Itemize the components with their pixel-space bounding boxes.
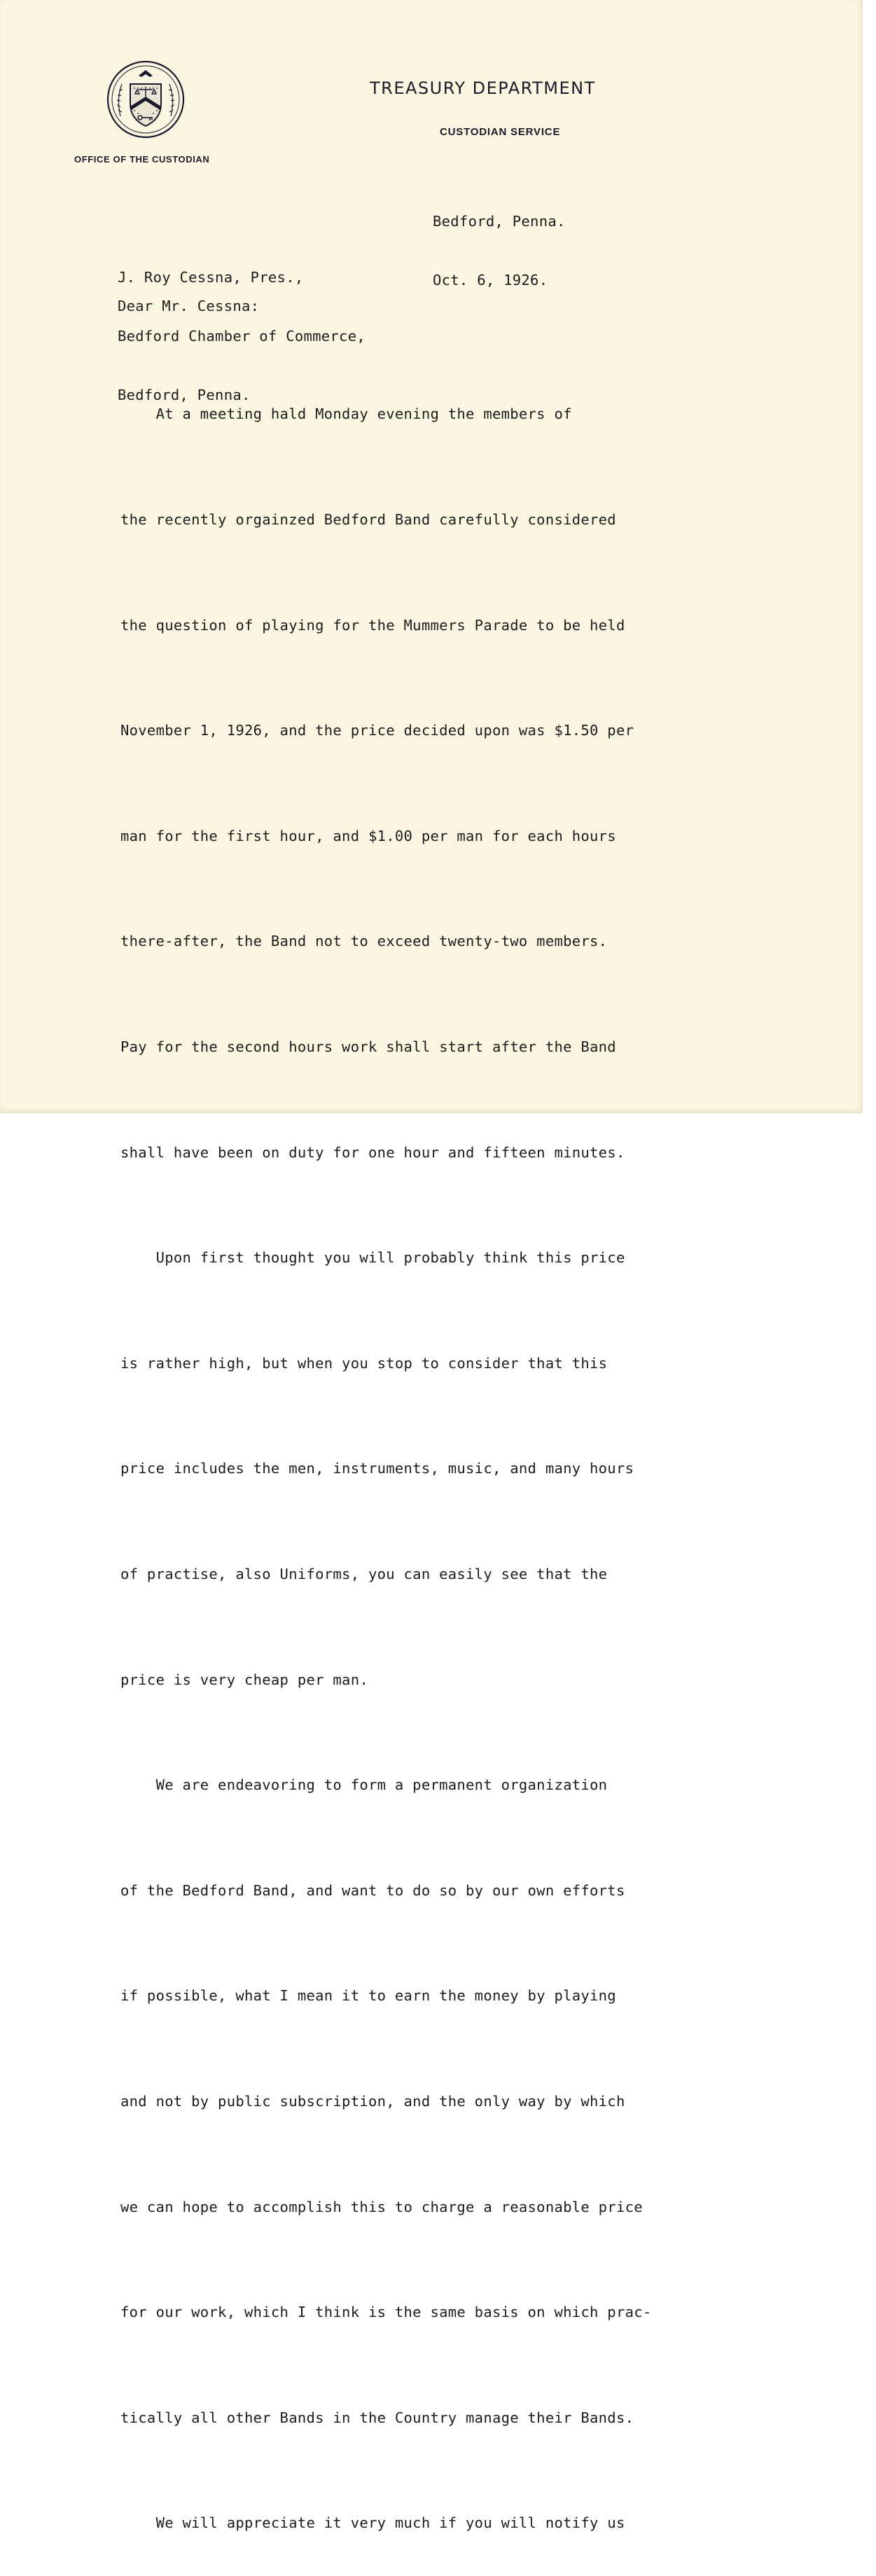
scan-margin-right bbox=[863, 0, 876, 1120]
body-line: Upon first thought you will probably think this price bbox=[120, 1249, 625, 1267]
body-line: for our work, which I think is the same basis on which prac- bbox=[120, 2304, 652, 2321]
treasury-seal-icon bbox=[106, 60, 185, 139]
place-line: Bedford, Penna. bbox=[433, 213, 566, 230]
body-line: of the Bedford Band, and want to do so by our own efforts bbox=[120, 1881, 625, 1899]
body-line: there-after, the Band not to exceed twenty-two members. bbox=[120, 933, 608, 950]
body-line: is rather high, but when you stop to consider that this bbox=[120, 1354, 608, 1372]
salutation: Dear Mr. Cessna: bbox=[118, 298, 260, 314]
body-line: of practise, also Uniforms, you can easily see that the bbox=[120, 1565, 608, 1582]
body-line: tically all other Bands in the Country manage their Bands. bbox=[120, 2409, 634, 2426]
recipient-line-2: Bedford Chamber of Commerce, bbox=[118, 328, 366, 344]
body-line: and not by public subscription, and the only way by which bbox=[120, 2092, 625, 2110]
body-line: We are endeavoring to form a permanent organization bbox=[120, 1776, 608, 1794]
recipient-line-3: Bedford, Penna. bbox=[118, 387, 251, 403]
body-line: we can hope to accomplish this to charge a reasonable price bbox=[120, 2198, 643, 2215]
department-title: TREASURY DEPARTMENT bbox=[370, 78, 596, 98]
body-line: the recently orgainzed Bedford Band carefully considered bbox=[120, 511, 616, 528]
date-line: Oct. 6, 1926. bbox=[433, 272, 548, 288]
body-line: We will appreciate it very much if you will notify us bbox=[120, 2514, 625, 2532]
service-subtitle: CUSTODIAN SERVICE bbox=[440, 126, 561, 138]
office-of-custodian: OFFICE OF THE CUSTODIAN bbox=[74, 154, 210, 165]
body-line: November 1, 1926, and the price decided upon was $1.50 per bbox=[120, 722, 634, 739]
recipient-line-1: J. Roy Cessna, Pres., bbox=[118, 269, 304, 286]
body-line: if possible, what I mean it to earn the money by playing bbox=[120, 1987, 616, 2005]
body-line: the question of playing for the Mummers Parade to be held bbox=[120, 616, 625, 634]
place-date-block bbox=[433, 172, 566, 309]
body-line: price is very cheap per man. bbox=[120, 1671, 368, 1688]
body-line: shall have been on duty for one hour and fifteen minutes. bbox=[120, 1143, 625, 1161]
body-line: Pay for the second hours work shall start after the Band bbox=[120, 1038, 616, 1055]
body-line: man for the first hour, and $1.00 per man for each hours bbox=[120, 827, 616, 844]
body-line: price includes the men, instruments, music, and many hours bbox=[120, 1460, 634, 1477]
body-line: At a meeting hald Monday evening the members of bbox=[120, 405, 572, 423]
letter-body bbox=[120, 326, 652, 2576]
